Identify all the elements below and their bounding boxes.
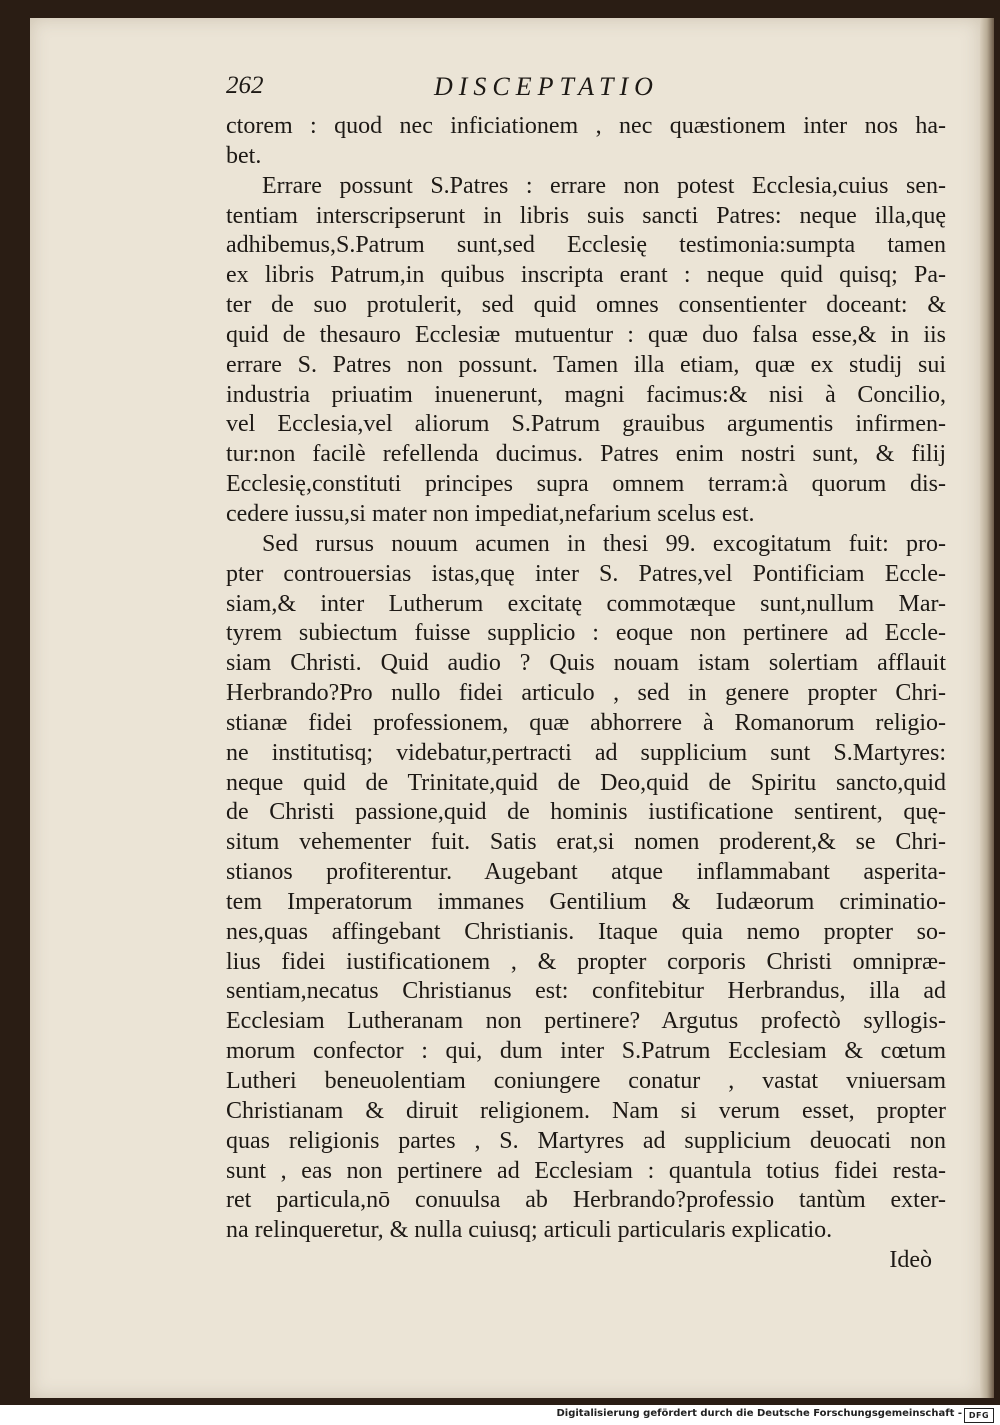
text-line: na relinqueretur, & nulla cuiusq; articuli particularis explicatio. [226, 1217, 833, 1244]
page-number: 262 [226, 72, 264, 99]
text-line: tem Imperatorum immanes Gentilium & Iudæorum criminatio- [226, 888, 946, 915]
text-line: errare S. Patres non possunt. Tamen illa etiam, quæ ex studij sui [226, 351, 946, 378]
footer [0, 1405, 1000, 1425]
text-line: Herbrando?Pro nullo fidei articulo , sed in genere propter Chri- [226, 680, 946, 707]
text-line: quas religionis partes , S. Martyres ad supplicium deuocati non [226, 1127, 946, 1154]
text-line: Ecclesię,constituti principes supra omnem terram:à quorum dis- [226, 471, 946, 498]
text-line: tentiam interscripserunt in libris suis sancti Patres: neque illa,quę [226, 202, 946, 229]
text-line: ter de suo protulerit, sed quid omnes consentienter doceant: & [226, 292, 946, 319]
page-edge [980, 18, 994, 1398]
text-line: Ecclesiam Lutheranam non pertinere? Argutus profectò syllogis- [226, 1008, 946, 1035]
running-head [226, 72, 946, 112]
text-line: Errare possunt S.Patres : errare non potest Ecclesia,cuius sen- [262, 172, 946, 199]
catchword: Ideò [889, 1247, 932, 1274]
text-line: ctorem : quod nec inficiationem , nec quæstionem inter nos ha- [226, 113, 946, 139]
running-title: DISCEPTATIO [434, 72, 659, 101]
text-line: ne institutisq; videbatur,pertracti ad supplicium sunt S.Martyres: [226, 739, 946, 766]
text-line: adhibemus,S.Patrum sunt,sed Ecclesię testimonia:sumpta tamen [226, 232, 946, 259]
text-line: ex libris Patrum,in quibus inscripta erant : neque quid quisq; Pa- [226, 262, 946, 289]
text-line: tyrem subiectum fuisse supplicio : eoque non pertinere ad Eccle- [226, 620, 946, 647]
text-line: sunt , eas non pertinere ad Ecclesiam : quantula totius fidei resta- [226, 1157, 946, 1184]
text-line: siam,& inter Lutherum excitatę commotæque sunt,nullum Mar- [226, 590, 946, 617]
body-text [226, 112, 946, 1246]
text-line: stianæ fidei professionem, quæ abhorrere à Romanorum religio- [226, 709, 946, 736]
text-line: quid de thesauro Ecclesiæ mutuentur : quæ duo falsa esse,& in iis [226, 321, 946, 348]
text-line: tur:non facilè refellenda ducimus. Patres enim nostri sunt, & filij [226, 441, 946, 468]
text-line: stianos profiterentur. Augebant atque inflammabant asperita- [226, 859, 946, 886]
dfg-logo: DFG [964, 1408, 994, 1423]
text-line: sentiam,necatus Christianus est: confitebitur Herbrandus, illa ad [226, 978, 946, 1005]
footer-credit: Digitalisierung gefördert durch die Deutsche Forschungsgemeinschaft - [556, 1408, 962, 1419]
text-block [226, 72, 946, 1276]
text-line: Lutheri beneuolentiam coniungere conatur , vastat vniuersam [226, 1068, 946, 1094]
text-line: cedere iussu,si mater non impediat,nefarium scelus est. [226, 500, 755, 527]
text-line: vel Ecclesia,vel aliorum S.Patrum grauibus argumentis infirmen- [226, 411, 946, 438]
text-line: nes,quas affingebant Christianis. Itaque quia nemo propter so- [226, 918, 946, 945]
text-line: Christianam & diruit religionem. Nam si verum esset, propter [226, 1097, 946, 1124]
text-line: Sed rursus nouum acumen in thesi 99. excogitatum fuit: pro- [262, 530, 946, 557]
text-line: lius fidei iustificationem , & propter corporis Christi omnipræ- [226, 948, 946, 975]
text-line: industria priuatim inuenerunt, magni facimus:& nisi à Concilio, [226, 381, 946, 408]
text-line: situm vehementer fuit. Satis erat,si nomen proderent,& se Chri- [226, 829, 946, 856]
text-line: de Christi passione,quid de hominis iustificatione sentirent, quę- [226, 799, 946, 826]
text-line: bet. [226, 142, 262, 169]
text-line: pter controuersias istas,quę inter S. Patres,vel Pontificiam Eccle- [226, 560, 946, 587]
text-line: morum confector : qui, dum inter S.Patrum Ecclesiam & cœtum [226, 1038, 946, 1065]
text-line: neque quid de Trinitate,quid de Deo,quid de Spiritu sancto,quid [226, 769, 946, 796]
text-line: ret particula,nō conuulsa ab Herbrando?professio tantùm exter- [226, 1187, 946, 1214]
text-line: siam Christi. Quid audio ? Quis nouam istam solertiam afflauit [226, 650, 946, 677]
